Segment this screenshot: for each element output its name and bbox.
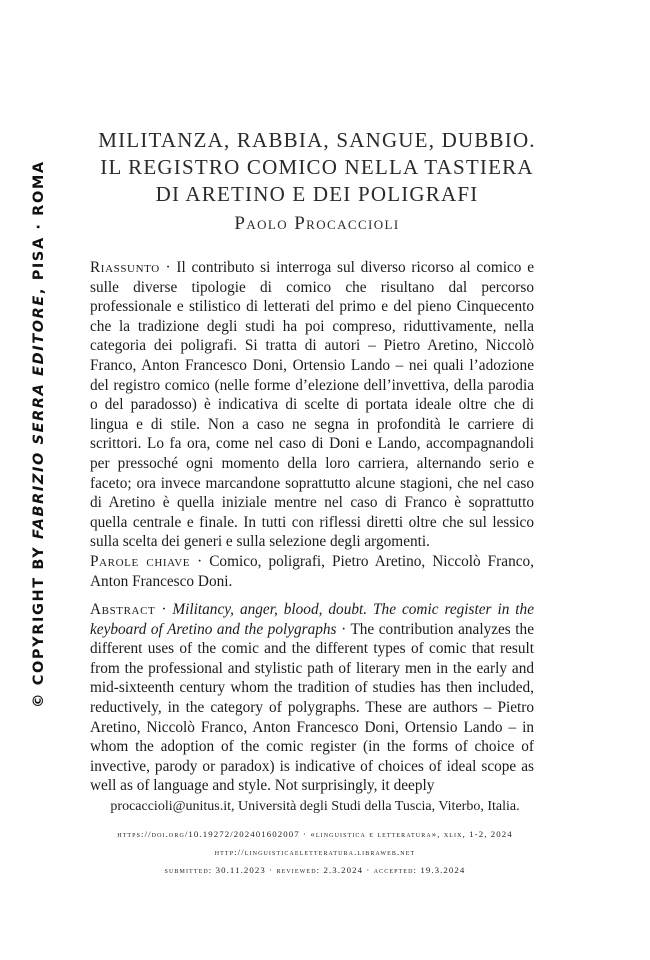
abstract-label: Abstract: [90, 601, 156, 619]
riassunto-label: Riassunto: [90, 259, 160, 276]
article-abstracts: [90, 258, 534, 796]
keywords-paragraph: [90, 552, 534, 591]
copyright-prefix: © COPYRIGHT BY: [31, 539, 47, 708]
author-name: Paolo Procaccioli: [234, 213, 400, 234]
abstract-english-title: Militancy, anger, blood, doubt. The comic register in the keyboard of Aretino and the polygraphs: [90, 601, 534, 638]
abstract-separator-2: ·: [336, 620, 351, 638]
title-line-1: MILITANZA, RABBIA, SANGUE, DUBBIO.: [98, 128, 536, 152]
copyright-notice: [31, 160, 47, 708]
keywords-label: Parole chiave: [90, 552, 191, 570]
copyright-suffix: , PISA · ROMA: [31, 160, 47, 295]
abstract-paragraph: [90, 600, 534, 796]
journal-url: http://linguisticaeletteratura.libraweb.net: [214, 847, 416, 857]
copyright-publisher: FABRIZIO SERRA EDITORE: [31, 294, 47, 539]
title-line-3: DI ARETINO E DEI POLIGRAFI: [155, 182, 479, 206]
riassunto-paragraph: [90, 258, 534, 552]
article-title: [92, 127, 542, 208]
submission-dates: submitted: 30.11.2023 · reviewed: 2.3.2024 · accepted: 19.3.2024: [164, 865, 466, 875]
riassunto-separator: ·: [159, 259, 177, 276]
keywords-separator: ·: [190, 552, 210, 570]
riassunto-text: Il contributo si interroga sul diverso ricorso al comico e sulle diverse tipologie di comico che risultano dal percorso professionale e stilistico di letterati del primo e del pieno Cinquecento che la tradizione degli studi ha poi compreso, riduttivamente, nella categoria dei poligrafi. Si tratta di autori – Pietro Aretino, Niccolò Franco, Anton Francesco Doni, Ortensio Lando – nei quali l’adozione del registro comico (nelle forme d’elezione dell’invettiva, della parodia o del paradosso) è indicativa di scelte di portata ideale oltre che di lingua e di stile. Non a caso ne segna in profondità le carriere di scrittori. Lo fa ora, come nel caso di Doni e Lando, accompagnandoli per pressoché ogni momento della loro carriera, alternando serio e faceto; ora invece marcandone soprattutto alcune stagioni, che nel caso di Aretino è quella iniziale mentre nel caso di Franco è soprattutto quella centrale e finale. In tutti con riflessi diretti oltre che sul lessico sulla scelta dei generi e sulla selezione degli argomenti.: [90, 259, 534, 551]
title-line-2: IL REGISTRO COMICO NELLA TASTIERA: [100, 155, 534, 179]
abstract-separator: ·: [155, 601, 173, 619]
abstract-text: The contribution analyzes the different uses of the comic and the different types of comic that result from the professional and stylistic path of literary men in the early and mid-sixteenth century whom the tradition of studies has then included, reductively, in the category of polygraphs. These are authors – Pietro Aretino, Niccolò Franco, Anton Francesco Doni, Ortensio Lando – in whom the adoption of the comic register (in the forms of choice of invective, parody or paradox) is indicative of choices of ideal scope as well as of language and style. Not surprisingly, it deeply: [90, 620, 534, 795]
author-affiliation: procaccioli@unitus.it, Università degli Studi della Tuscia, Viterbo, Italia.: [110, 799, 520, 814]
keywords-text: Comico, poligrafi, Pietro Aretino, Niccolò Franco, Anton Francesco Doni.: [90, 552, 534, 590]
doi-line: https://doi.org/10.19272/202401602007 · «linguistica e letteratura», xlix, 1-2, 2024: [117, 829, 513, 839]
